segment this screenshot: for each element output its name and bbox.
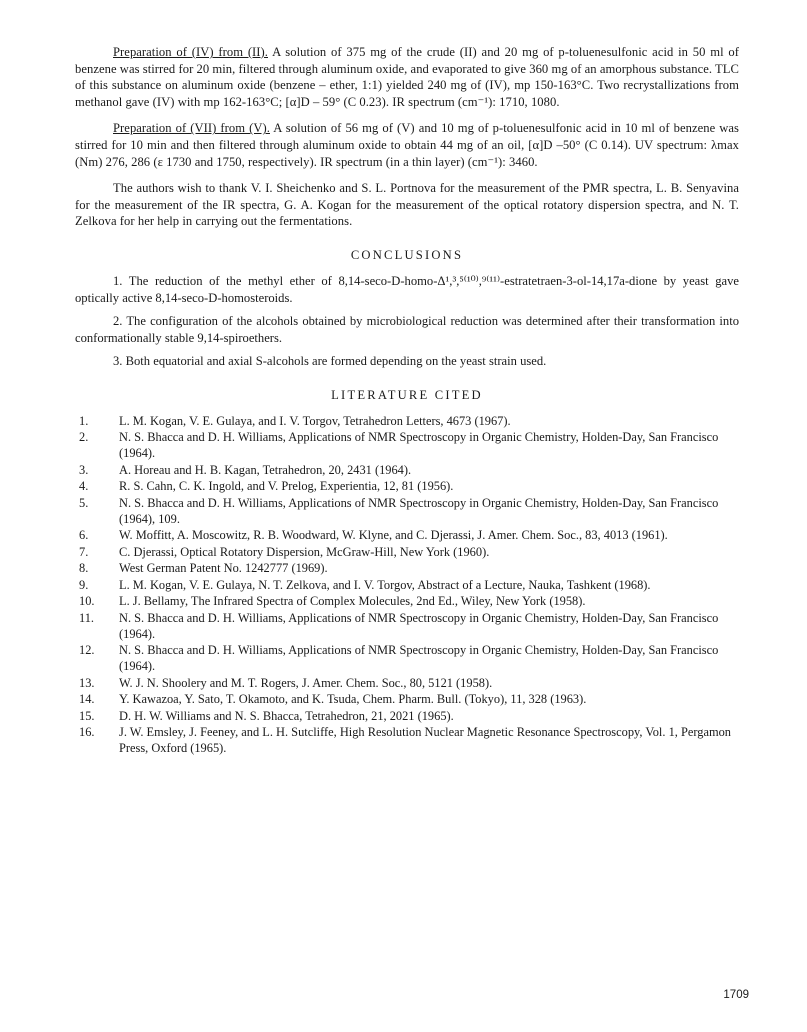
reference-text: L. M. Kogan, V. E. Gulaya, N. T. Zelkova, and I. V. Torgov, Abstract of a Lecture, Nauka, Tashkent (1968). xyxy=(119,577,651,592)
reference-number: 15. xyxy=(79,708,95,723)
reference-item xyxy=(75,429,739,461)
conclusion-item: 3. Both equatorial and axial S-alcohols are formed depending on the yeast strain used. xyxy=(113,354,547,369)
reference-item xyxy=(75,527,739,543)
paragraph-preparation-iv xyxy=(75,44,739,110)
reference-item xyxy=(75,560,739,576)
reference-item xyxy=(75,495,739,527)
page-number: 1709 xyxy=(723,989,749,1001)
reference-item xyxy=(75,544,739,560)
reference-item xyxy=(75,478,739,494)
paragraph-text: The authors wish to thank V. I. Sheichenko and S. L. Portnova for the measurement of the PMR spectra, L. B. Senyavina for the measurement of the IR spectra, G. A. Kogan for the measurement of the optical rotatory dispersion spectra, and N. T. Zelkova for her help in carrying out the fermentations. xyxy=(75,181,739,229)
reference-text: W. J. N. Shoolery and M. T. Rogers, J. Amer. Chem. Soc., 80, 5121 (1958). xyxy=(119,675,493,690)
reference-number: 4. xyxy=(79,479,89,494)
reference-number: 11. xyxy=(79,610,95,625)
reference-number: 16. xyxy=(79,725,95,740)
reference-text: N. S. Bhacca and D. H. Williams, Applications of NMR Spectroscopy in Organic Chemistry, Holden-Day, San Francisco (1964). xyxy=(119,430,719,461)
reference-text: L. J. Bellamy, The Infrared Spectra of Complex Molecules, 2nd Ed., Wiley, New York (1958). xyxy=(119,594,586,609)
reference-number: 5. xyxy=(79,495,89,510)
reference-number: 10. xyxy=(79,594,95,609)
paragraph-text: A solution of 375 mg of the crude (II) and 20 mg of p-toluenesulfonic acid in 50 ml of benzene was stirred for 20 min, filtered through aluminum oxide, and evaporated to give 360 mg of an amorphous substance. TLC of this substance on aluminum oxide (benzene – ether, 1:1) yielded 240 mg of (IV), mp 150-163°C. Two recrystallizations from methanol gave (IV) with mp 162-163°C; [α]D – 59° (C 0.23). IR spectrum (cm⁻¹): 1710, 1080. xyxy=(75,45,739,109)
reference-text: W. Moffitt, A. Moscowitz, R. B. Woodward, W. Klyne, and C. Djerassi, J. Amer. Chem. Soc., 83, 4013 (1961). xyxy=(119,528,668,543)
reference-text: L. M. Kogan, V. E. Gulaya, and I. V. Torgov, Tetrahedron Letters, 4673 (1967). xyxy=(119,413,511,428)
conclusion-item: 1. The reduction of the methyl ether of 8,14-seco-D-homo-Δ¹,³,⁵⁽¹⁰⁾,⁹⁽¹¹⁾-estratetraen-3-ol-14,17a-dione by yeast gave optically active 8,14-seco-D-homosteroids. xyxy=(75,273,739,305)
reference-text: N. S. Bhacca and D. H. Williams, Applications of NMR Spectroscopy in Organic Chemistry, Holden-Day, San Francisco (1964), 109. xyxy=(119,495,719,526)
paragraph-preparation-vii xyxy=(75,120,739,170)
paragraph-lead: Preparation of (VII) from (V). xyxy=(113,121,270,136)
reference-text: J. W. Emsley, J. Feeney, and L. H. Sutcliffe, High Resolution Nuclear Magnetic Resonance Spectroscopy, Vol. 1, Pergamon Press, Oxford (1965). xyxy=(119,725,731,756)
paragraph-acknowledgments xyxy=(75,180,739,230)
reference-number: 3. xyxy=(79,462,89,477)
reference-number: 9. xyxy=(79,577,89,592)
reference-list xyxy=(75,413,739,757)
paragraph-lead: Preparation of (IV) from (II). xyxy=(113,45,268,59)
reference-item xyxy=(75,610,739,642)
literature-heading: LITERATURE CITED xyxy=(331,387,483,402)
reference-number: 6. xyxy=(79,528,89,543)
reference-text: N. S. Bhacca and D. H. Williams, Applications of NMR Spectroscopy in Organic Chemistry, Holden-Day, San Francisco (1964). xyxy=(119,643,719,674)
reference-text: A. Horeau and H. B. Kagan, Tetrahedron, 20, 2431 (1964). xyxy=(119,462,412,477)
paragraph-text: A solution of 56 mg of (V) and 10 mg of p-toluenesulfonic acid in 10 ml of benzene was stirred for 10 min and then filtered through aluminum oxide to obtain 44 mg of an oil, [α]D –50° (C 0.14). UV spectrum: λmax (Nm) 276, 286 (ε 1730 and 1750, respectively). IR spectrum (in a thin layer) (cm⁻¹): 3460. xyxy=(75,121,739,169)
reference-item xyxy=(75,577,739,593)
reference-number: 13. xyxy=(79,675,95,690)
reference-number: 1. xyxy=(79,413,89,428)
reference-text: West German Patent No. 1242777 (1969). xyxy=(119,561,328,576)
reference-number: 12. xyxy=(79,643,95,658)
reference-item xyxy=(75,462,739,478)
reference-number: 8. xyxy=(79,561,89,576)
reference-text: R. S. Cahn, C. K. Ingold, and V. Prelog, Experientia, 12, 81 (1956). xyxy=(119,479,454,494)
reference-text: C. Djerassi, Optical Rotatory Dispersion, McGraw-Hill, New York (1960). xyxy=(119,544,490,559)
reference-number: 2. xyxy=(79,430,89,445)
reference-item xyxy=(75,708,739,724)
reference-text: D. H. W. Williams and N. S. Bhacca, Tetrahedron, 21, 2021 (1965). xyxy=(119,708,454,723)
reference-item xyxy=(75,593,739,609)
reference-number: 7. xyxy=(79,544,89,559)
conclusion-item: 2. The configuration of the alcohols obtained by microbiological reduction was determined after their transformation into conformationally stable 9,14-spiroethers. xyxy=(75,314,739,345)
reference-item xyxy=(75,413,739,429)
reference-item xyxy=(75,675,739,691)
reference-text: N. S. Bhacca and D. H. Williams, Applications of NMR Spectroscopy in Organic Chemistry, Holden-Day, San Francisco (1964). xyxy=(119,610,719,641)
page-body xyxy=(75,44,739,757)
reference-text: Y. Kawazoa, Y. Sato, T. Okamoto, and K. Tsuda, Chem. Pharm. Bull. (Tokyo), 11, 328 (1963). xyxy=(119,692,587,707)
reference-item xyxy=(75,724,739,756)
reference-item xyxy=(75,691,739,707)
reference-number: 14. xyxy=(79,692,95,707)
reference-item xyxy=(75,642,739,674)
conclusions-heading: CONCLUSIONS xyxy=(350,247,464,262)
